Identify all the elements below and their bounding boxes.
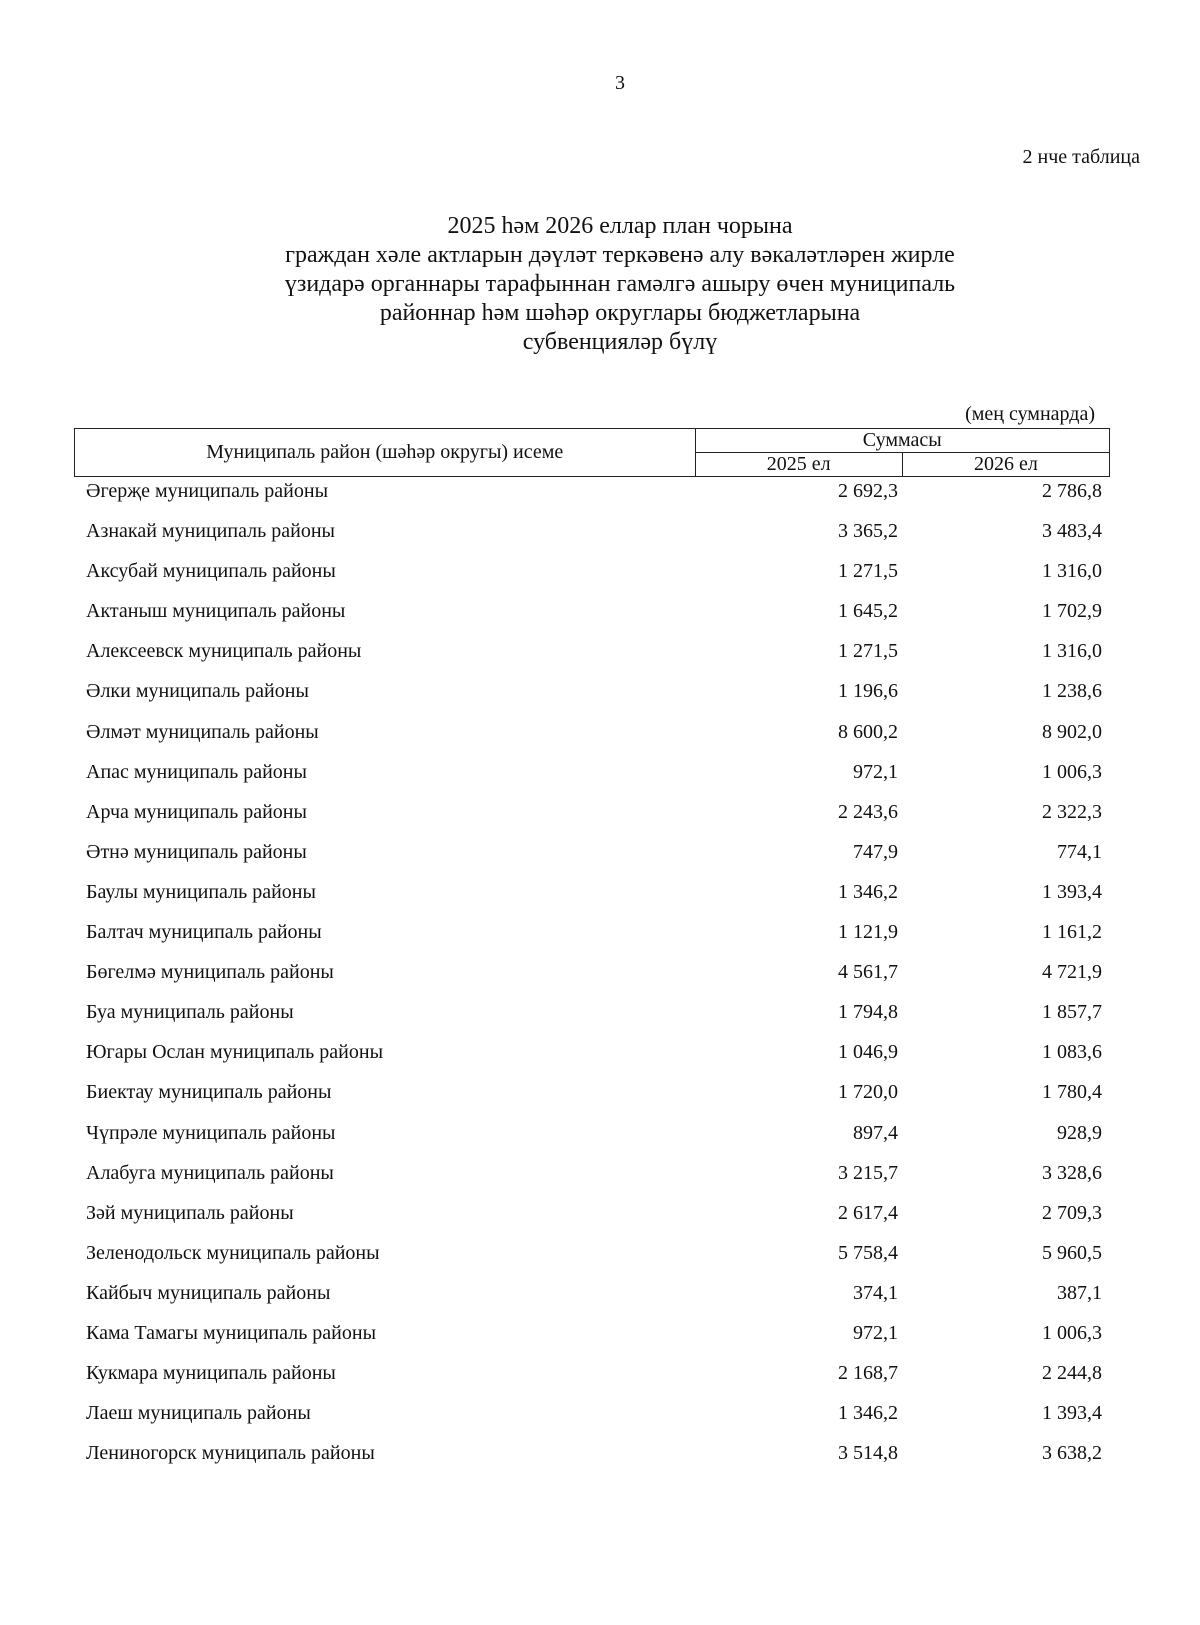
district-name: Баулы муниципаль районы [86,880,316,903]
table-row [0,1041,1200,1081]
table-row [0,761,1200,801]
value-2026: 1 161,2 [1042,921,1102,944]
value-2026: 4 721,9 [1042,961,1102,984]
value-2026: 387,1 [1057,1281,1102,1304]
value-2025: 747,9 [853,840,898,863]
district-name: Актаныш муниципаль районы [86,600,346,623]
value-2026: 1 006,3 [1042,1321,1102,1344]
value-2026: 8 902,0 [1042,720,1102,743]
district-name: Бөгелмә муниципаль районы [86,961,334,984]
table-row [0,520,1200,560]
value-2025: 5 758,4 [838,1241,898,1264]
district-name: Азнакай муниципаль районы [86,520,335,543]
district-name: Әтнә муниципаль районы [86,840,307,863]
value-2025: 1 720,0 [838,1081,898,1104]
district-name: Әгерҗе муниципаль районы [86,480,329,502]
value-2025: 972,1 [853,1321,898,1344]
district-name: Буа муниципаль районы [86,1001,294,1024]
district-name: Чүпрәле муниципаль районы [86,1121,336,1144]
value-2026: 1 857,7 [1042,1001,1102,1024]
table-row [0,640,1200,680]
title-line: субвенцияләр бүлү [522,329,718,355]
value-2025: 2 243,6 [838,800,898,823]
header-name: Муниципаль район (шәһәр округы) исеме [75,429,696,477]
table-row [0,1322,1200,1362]
value-2025: 1 121,9 [838,921,898,944]
value-2025: 1 271,5 [838,560,898,583]
table-row [0,721,1200,761]
value-2026: 2 709,3 [1042,1201,1102,1224]
district-name: Зәй муниципаль районы [86,1201,294,1224]
table-row [0,600,1200,640]
page-number: 3 [615,72,625,94]
value-2026: 3 638,2 [1042,1442,1102,1465]
value-2026: 1 238,6 [1042,680,1102,703]
value-2026: 3 328,6 [1042,1161,1102,1184]
district-name: Арча муниципаль районы [86,800,307,823]
table-row [0,801,1200,841]
table-row [0,961,1200,1001]
table-row [0,1362,1200,1402]
table-row [0,921,1200,961]
district-name: Кукмара муниципаль районы [86,1362,336,1385]
value-2025: 2 692,3 [838,480,898,502]
value-2025: 3 514,8 [838,1442,898,1465]
value-2025: 2 617,4 [838,1201,898,1224]
header-sums: Суммасы [695,429,1109,453]
value-2025: 897,4 [853,1121,898,1144]
value-2026: 2 322,3 [1042,800,1102,823]
value-2025: 1 645,2 [838,600,898,623]
value-2025: 2 168,7 [838,1362,898,1385]
district-name: Кама Тамагы муниципаль районы [86,1321,377,1344]
value-2026: 1 780,4 [1042,1081,1102,1104]
value-2026: 1 316,0 [1042,560,1102,583]
value-2026: 774,1 [1057,840,1102,863]
value-2026: 1 083,6 [1042,1041,1102,1064]
district-name: Аксубай муниципаль районы [86,560,336,583]
table-row [0,480,1200,520]
table-row [0,1402,1200,1442]
value-2025: 1 271,5 [838,640,898,663]
district-name: Лаеш муниципаль районы [86,1402,311,1425]
value-2025: 1 346,2 [838,1402,898,1425]
value-2026: 1 393,4 [1042,1402,1102,1425]
value-2025: 1 346,2 [838,880,898,903]
table-row [0,1202,1200,1242]
value-2026: 1 393,4 [1042,880,1102,903]
value-2025: 1 794,8 [838,1001,898,1024]
document-title [0,212,1200,357]
district-name: Балтач муниципаль районы [86,921,322,944]
header-2026: 2026 ел [902,453,1109,477]
value-2026: 1 702,9 [1042,600,1102,623]
district-name: Алексеевск муниципаль районы [86,640,362,663]
table-row [0,1001,1200,1041]
district-name: Алабуга муниципаль районы [86,1161,334,1184]
title-line: районнар һәм шәһәр округлары бюджетларына [379,300,861,326]
table-row [0,680,1200,720]
district-name: Югары Ослан муниципаль районы [86,1041,384,1064]
district-name: Зеленодольск муниципаль районы [86,1241,380,1264]
value-2025: 972,1 [853,760,898,783]
title-line: 2025 һәм 2026 еллар план чорына [447,213,793,239]
table-row [0,560,1200,600]
table-row [0,1162,1200,1202]
table-row [0,881,1200,921]
value-2025: 1 046,9 [838,1041,898,1064]
district-name: Лениногорск муниципаль районы [86,1442,375,1465]
value-2025: 3 215,7 [838,1161,898,1184]
value-2026: 928,9 [1057,1121,1102,1144]
units-note: (мең сумнарда) [965,403,1095,425]
table-body [0,480,1200,1482]
table-row [0,1122,1200,1162]
table-header [74,428,1110,477]
table-row [0,1081,1200,1121]
value-2025: 4 561,7 [838,961,898,984]
table-row [0,1442,1200,1482]
value-2026: 3 483,4 [1042,520,1102,543]
value-2026: 5 960,5 [1042,1241,1102,1264]
value-2025: 1 196,6 [838,680,898,703]
title-line: граждан хәле актларын дәүләт теркәвенә алу вәкаләтләрен жирле [285,242,955,268]
title-line: үзидарә органнары тарафыннан гамәлгә ашыру өчен муниципаль [284,271,956,297]
value-2026: 2 786,8 [1042,480,1102,502]
value-2025: 3 365,2 [838,520,898,543]
district-name: Кайбыч муниципаль районы [86,1281,331,1304]
table-label: 2 нче таблица [1022,146,1140,168]
district-name: Әлмәт муниципаль районы [86,720,319,743]
value-2026: 2 244,8 [1042,1362,1102,1385]
header-2025: 2025 ел [695,453,902,477]
table-row [0,1242,1200,1282]
value-2025: 374,1 [853,1281,898,1304]
district-name: Әлки муниципаль районы [86,680,309,703]
district-name: Биектау муниципаль районы [86,1081,332,1104]
value-2026: 1 006,3 [1042,760,1102,783]
table-row [0,1282,1200,1322]
district-name: Апас муниципаль районы [86,760,307,783]
value-2025: 8 600,2 [838,720,898,743]
value-2026: 1 316,0 [1042,640,1102,663]
table-row [0,841,1200,881]
